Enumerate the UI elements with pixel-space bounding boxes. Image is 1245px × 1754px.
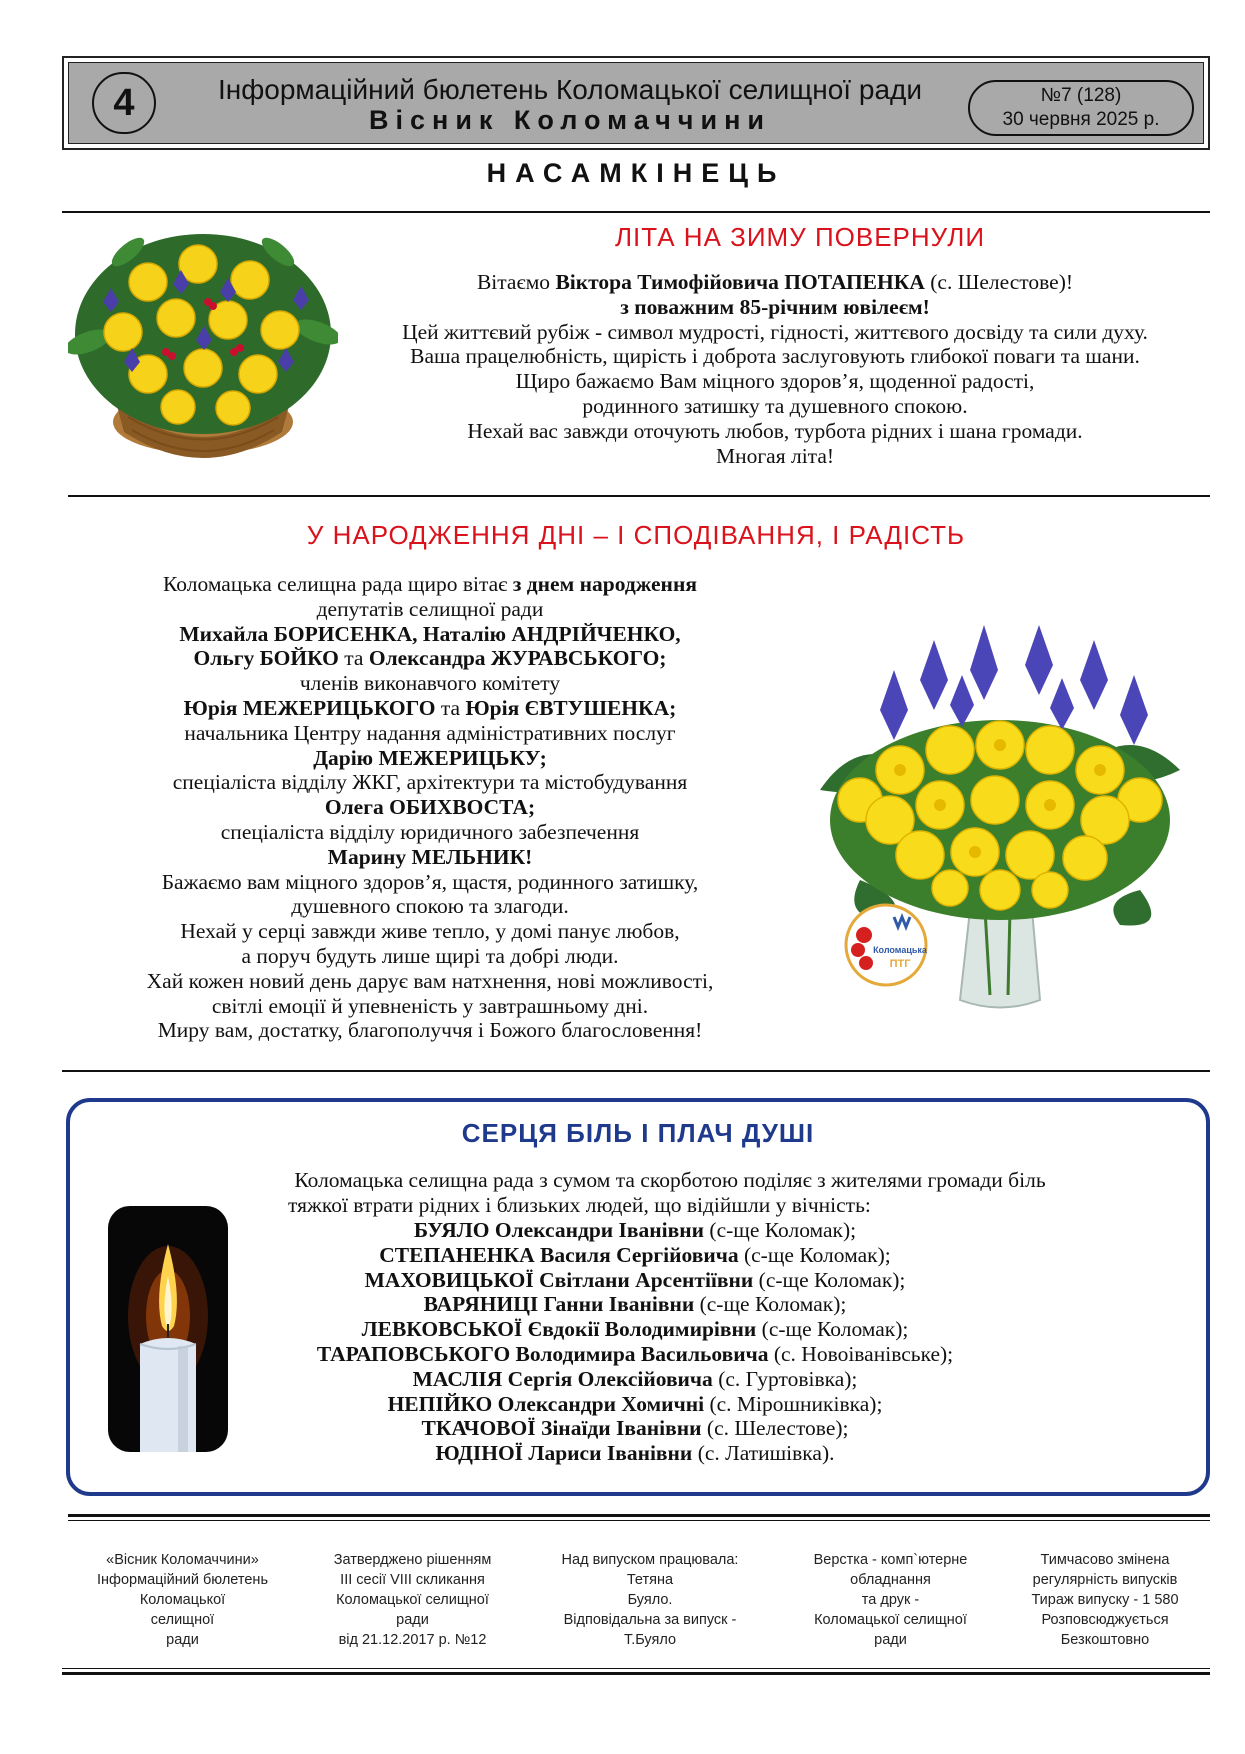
footer-rule-top	[68, 1514, 1210, 1517]
bday-and: та	[435, 695, 466, 720]
deceased-name: ЛЕВКОВСЬКОЇ Євдокії Володимирівни	[361, 1317, 757, 1342]
jubilee-line: родинного затишку та душевного спокою.	[582, 393, 968, 418]
bulletin-title: Інформаційний бюлетень Коломацької селищної ради	[218, 74, 922, 105]
deceased-place: (с. Новоіванівське);	[768, 1341, 954, 1366]
footer-line: Тираж випуску - 1 580	[1031, 1592, 1179, 1608]
deceased-name: НЕПІЙКО Олександри Хомичні	[387, 1391, 705, 1416]
bday-names: Юрія ЄВТУШЕНКА;	[465, 695, 677, 720]
footer-col-approval	[300, 1550, 525, 1650]
bday-line: Хай кожен новий день дарує вам натхнення, нові можливості,	[146, 968, 714, 993]
candle-image	[108, 1206, 228, 1452]
footer-line: Верстка - комп`ютерне	[813, 1552, 968, 1568]
bday-names: Дарію МЕЖЕРИЦЬКУ;	[313, 745, 547, 770]
section-title: НАСАМКІНЕЦЬ	[486, 158, 786, 188]
footer-line: ради	[874, 1632, 907, 1648]
deceased-name: ВАРЯНИЦІ Ганни Іванівни	[423, 1292, 695, 1317]
footer-line: ради	[396, 1612, 429, 1628]
memorial-entry	[235, 1342, 1035, 1367]
footer-line: «Вісник Коломаччини»	[106, 1552, 259, 1568]
jubilee-line: Многая літа!	[715, 443, 835, 468]
jubilee-line: Щиро бажаємо Вам міцного здоров’я, щоденної радості,	[515, 369, 1035, 394]
deceased-name: СТЕПАНЕНКА Василя Сергійовича	[379, 1242, 739, 1267]
footer-line: Коломацької селищної	[336, 1592, 489, 1608]
greeting-prefix: Вітаємо	[476, 270, 556, 294]
deceased-place: (с-ще Коломак);	[704, 1218, 857, 1242]
bday-names: Юрія МЕЖЕРИЦЬКОГО	[183, 695, 436, 720]
footer-rule-top-thin	[68, 1520, 1210, 1521]
footer-line: ІІІ сесії VIII скликання	[340, 1572, 485, 1588]
honoree-name: Віктора Тимофійовича ПОТАПЕНКА	[555, 270, 925, 294]
memorial-entry	[235, 1243, 1035, 1268]
memorial-entry	[235, 1392, 1035, 1417]
footer-rule-bottom-thin	[62, 1668, 1210, 1669]
footer-line: Затверджено рішенням	[333, 1552, 492, 1568]
footer-line: від 21.12.2017 р. №12	[338, 1632, 487, 1648]
footer-line: Т.Буяло	[623, 1632, 677, 1648]
deceased-name: ТАРАПОВСЬКОГО Володимира Васильовича	[316, 1341, 769, 1366]
memorial-entry	[235, 1367, 1035, 1392]
logo-caption: Коломацька	[873, 945, 927, 955]
bday-line: Коломацька селищна рада щиро вітає	[163, 572, 513, 596]
bday-line: Миру вам, достатку, благополуччя і Божого благословення!	[157, 1018, 703, 1043]
deceased-name: ЮДІНОЇ Лариси Іванівни	[435, 1441, 693, 1466]
jubilee-line: Цей життєвий рубіж - символ мудрості, гідності, життєвого досвіду та сили духу.	[402, 319, 1148, 344]
bday-line: членів виконавчого комітету	[299, 671, 561, 696]
divider	[68, 495, 1210, 497]
memorial-entry	[235, 1268, 1035, 1293]
bday-line: депутатів селищної ради	[316, 596, 544, 621]
bday-line: Нехай у серці завжди живе тепло, у домі панує любов,	[180, 919, 680, 944]
footer-line: Відповідальна за випуск -	[563, 1612, 737, 1628]
divider	[62, 1070, 1210, 1072]
deceased-place: (с. Гуртовівка);	[712, 1366, 858, 1391]
bday-line: Бажаємо вам міцного здоров’я, щастя, родинного затишку,	[161, 869, 699, 894]
bday-names: Ольгу БОЙКО	[193, 646, 339, 671]
memorial-intro: тяжкої втрати рідних і близьких людей, що відійшли у вічність:	[288, 1192, 871, 1217]
footer-line: ради	[166, 1632, 199, 1648]
footer-line: Інформаційний бюлетень	[97, 1572, 268, 1588]
deceased-name: МАХОВИЦЬКОЇ Світлани Арсентіївни	[364, 1267, 754, 1292]
page-number: 4	[92, 72, 156, 134]
footer-col-publisher	[70, 1550, 295, 1650]
footer-rule-bottom	[62, 1672, 1210, 1675]
footer-line: Над випуском працювала:	[561, 1552, 739, 1568]
bday-line: світлі емоції й упевненість у завтрашньому дні.	[211, 993, 649, 1018]
memorial-heading: СЕРЦЯ БІЛЬ І ПЛАЧ ДУШІ	[461, 1118, 815, 1148]
memorial-entry	[235, 1218, 1035, 1243]
deceased-name: ТКАЧОВОЇ Зінаїди Іванівни	[421, 1416, 702, 1441]
footer-col-print	[778, 1550, 1003, 1650]
honoree-village: (с. Шелестове)!	[924, 270, 1074, 294]
footer-col-editor	[530, 1550, 770, 1650]
bday-line: начальника Центру надання адміністративних послуг	[184, 720, 676, 745]
memorial-list	[235, 1218, 1035, 1466]
footer-line: Тимчасово змінена	[1040, 1552, 1170, 1568]
logo-caption: ПТГ	[889, 958, 911, 970]
jubilee-line: з поважним 85-річним ювілеєм!	[620, 294, 930, 319]
memorial-entry	[235, 1317, 1035, 1342]
divider	[62, 211, 1210, 213]
bday-line: спеціаліста відділу юридичного забезпечення	[220, 819, 640, 844]
birthday-text	[85, 572, 775, 1043]
footer-line: Коломацької	[139, 1592, 226, 1608]
footer-col-circulation	[1005, 1550, 1205, 1650]
jubilee-line: Нехай вас завжди оточують любов, турбота рідних і шана громади.	[467, 418, 1083, 443]
bday-line: спеціаліста відділу ЖКГ, архітектури та містобудування	[172, 770, 688, 795]
bday-names: Михайла БОРИСЕНКА, Наталію АНДРІЙЧЕНКО,	[179, 621, 681, 646]
issue-date: 30 червня 2025 р.	[1002, 109, 1160, 130]
footer-line: Розповсюджується	[1041, 1612, 1169, 1628]
footer-line: та друк -	[861, 1592, 920, 1608]
jubilee-line: Ваша працелюбність, щирість і доброта заслуговують глибокої поваги та шани.	[410, 344, 1140, 369]
footer-line: Коломацької селищної	[814, 1612, 967, 1628]
bday-names: Олександра ЖУРАВСЬКОГО;	[368, 646, 667, 671]
birthday-heading: У НАРОДЖЕННЯ ДНІ – І СПОДІВАННЯ, І РАДІСТЬ	[306, 520, 966, 550]
memorial-entry	[235, 1416, 1035, 1441]
flower-basket-image	[68, 222, 338, 472]
footer-line: Буяло.	[627, 1592, 673, 1608]
jubilee-heading: ЛІТА НА ЗИМУ ПОВЕРНУЛИ	[614, 222, 986, 252]
bday-occasion: з днем народження	[512, 572, 697, 596]
deceased-place: (с. Мірошниківка);	[704, 1391, 883, 1416]
deceased-place: (с-ще Коломак);	[738, 1242, 891, 1267]
footer-line: регулярність випусків	[1032, 1572, 1178, 1588]
footer-line: селищної	[150, 1612, 215, 1628]
memorial-text	[150, 1168, 1190, 1218]
footer-line: обладнання	[850, 1572, 931, 1588]
community-logo	[836, 895, 936, 995]
deceased-place: (с. Шелестове);	[701, 1416, 849, 1441]
deceased-place: (с-ще Коломак);	[694, 1292, 847, 1317]
memorial-entry	[235, 1441, 1035, 1466]
bday-and: та	[338, 646, 369, 671]
bday-line: душевного спокою та злагоди.	[291, 894, 569, 919]
deceased-name: МАСЛІЯ Сергія Олексійовича	[412, 1366, 713, 1391]
bday-line: а поруч будуть лише щирі та добрі люди.	[241, 943, 619, 968]
jubilee-text	[340, 270, 1210, 468]
issue-number: №7 (128)	[1040, 85, 1122, 106]
bulletin-name: Вісник Коломаччини	[369, 105, 771, 135]
deceased-place: (с-ще Коломак);	[756, 1317, 909, 1342]
footer-line: Тетяна	[626, 1572, 674, 1588]
issue-badge	[968, 80, 1194, 136]
bday-names: Марину МЕЛЬНИК!	[327, 844, 533, 869]
bday-names: Олега ОБИХВОСТА;	[324, 795, 536, 820]
deceased-place: (с. Латишівка).	[692, 1441, 835, 1466]
deceased-place: (с-ще Коломак);	[753, 1267, 906, 1292]
footer-line: Безкоштовно	[1060, 1632, 1150, 1648]
memorial-entry	[235, 1292, 1035, 1317]
deceased-name: БУЯЛО Олександри Іванівни	[413, 1218, 705, 1242]
memorial-intro: Коломацька селищна рада з сумом та скорботою поділяє з жителями громади біль	[294, 1168, 1046, 1192]
